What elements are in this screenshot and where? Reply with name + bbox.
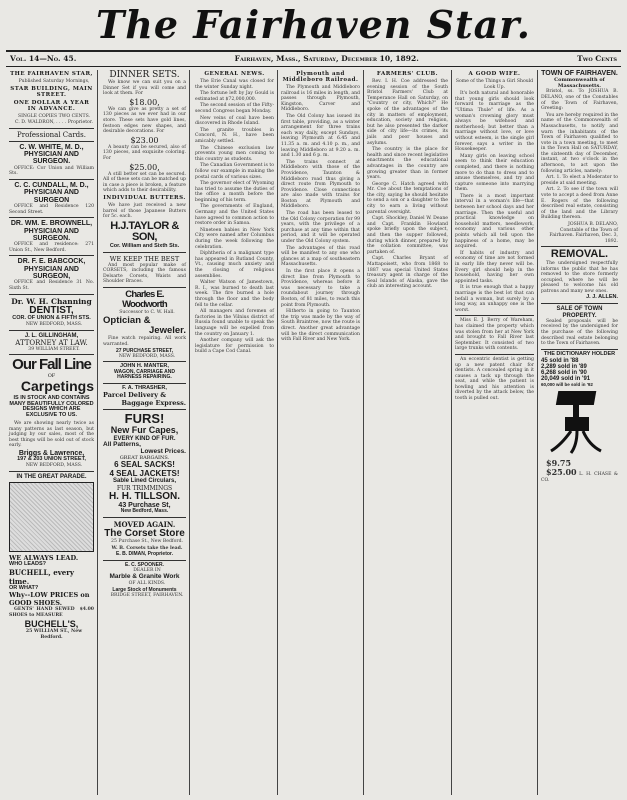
subheading: Some of the Things a Girl Should Look Up. <box>455 79 534 90</box>
text: C. W. WHITE, M. D., <box>19 143 84 151</box>
news-item: Another company will ask the legislature for permission to build a Cape Cod Canal. <box>195 338 274 355</box>
text: H.J.TAYLOR & SON, <box>110 219 179 244</box>
text: H. H. TILLSON. <box>108 490 181 502</box>
dateline: Fairhaven, Mass., Saturday, December 10, 1892. <box>234 54 419 63</box>
masthead-title: The Fairhaven Star. <box>95 2 532 47</box>
text: C. C. CUNDALL, M. D., <box>14 182 89 189</box>
news-item: The Chinese exclusion law prevents young men coming to this country as students. <box>195 145 274 162</box>
text: We are showing nearly twice as many patterns as last season, but judging by our sales, most of the best things will be sold out of stock early. <box>9 420 94 449</box>
text: COR. OF UNION & FIFTH STS. <box>12 315 91 322</box>
text: PHYSICIAN AND SURGEON. <box>24 227 79 242</box>
text: New Bedford, Mass. <box>120 508 169 515</box>
column-5-farmers-club <box>364 70 452 795</box>
text: WE KEEP THE BEST <box>109 254 180 263</box>
text: Cor. William and Sixth Sts. <box>109 242 180 249</box>
text: SALE OF TOWN PROPERTY. <box>556 306 603 319</box>
text: IN THE GREAT PARADE. <box>16 473 87 480</box>
paragraph: It is true enough that a happy marriage is the best lot that can befall a woman, but surely by a long way, an unhappy one is the worst. <box>455 285 534 313</box>
news-item: Nineteen babies in New York City were named after Columbus during the week following the celebration. <box>195 227 274 250</box>
paragraph: The trains connect at Middleboro with those of the Providence, Taunton & Middleboro road thus giving a direct route from Plymouth to Providence. Close connections are also made with trains for Boston at Plymouth and Middleboro. <box>281 159 360 210</box>
text: NEW BEDFORD, MASS. <box>25 321 83 327</box>
price: $25.00 <box>546 467 577 478</box>
text: J. L. GILLINGHAM, <box>24 332 79 339</box>
text: JOHN H. MANTER, <box>120 363 169 370</box>
text: We have just received a new barrel of those Japanese Butters for 5c. each. <box>103 202 186 220</box>
text: $4.00 <box>79 607 94 613</box>
news-item: The governor elect of Wyoming has tried to assume the duties of the office a month before the beginning of his term. <box>195 181 274 203</box>
column-2 <box>100 70 190 795</box>
sales-list <box>541 358 618 388</box>
text: 4 SEAL JACKETS! <box>109 468 180 478</box>
news-item: The granite troubles in Concord, N. H., have been amicably settled. <box>195 127 274 144</box>
text: E. B. DIMAN, Proprietor. <box>116 551 173 558</box>
sales-line: 2,289 sold in '89 <box>541 363 587 370</box>
sales-line: 6,268 sold in '90 <box>541 370 587 377</box>
paragraph: Art. 1. To elect a Moderator to preside at said meeting. <box>541 175 618 186</box>
text: FUR TRIMMINGS <box>116 484 173 492</box>
farmers-club-heading: FARMERS' CLUB. <box>376 71 439 77</box>
railroad-heading: Plymouth and Middleboro Railroad. <box>282 71 359 83</box>
text: 25 Purchase St., New Bedford. <box>111 539 183 545</box>
text: OF ALL KINDS. <box>128 581 166 587</box>
text: WHO LEADS? <box>9 560 46 567</box>
general-news-heading: GENERAL NEWS. <box>204 71 265 77</box>
column-1 <box>6 70 98 795</box>
text: 197 & 203 UNION STREET, <box>17 456 86 463</box>
paragraph: The road has been leased to the Old Colony corporation for 99 years, with the privilege of a purchase at any time within that period, and it will be operated under the Old Colony system. <box>281 211 360 245</box>
dentist-name: Dr. W. H. Channing <box>11 296 92 306</box>
news-item: The Erie Canal was closed for the winter Sunday night. <box>195 79 274 90</box>
paper-name: THE FAIRHAVEN STAR, <box>10 71 93 77</box>
dentist-heading: DENTIST, <box>29 304 74 316</box>
card-2 <box>9 182 94 215</box>
text: OFFICE and Residence 120 Second Street. <box>9 204 94 215</box>
text: 6 SEAL SACKS! <box>114 460 175 470</box>
text: DR. WM. E. BROWNELL, <box>10 220 93 228</box>
text: Jeweler. <box>149 325 186 337</box>
removal-heading: REMOVAL. <box>550 248 609 261</box>
text: WE ALWAYS LEAD. <box>9 553 79 562</box>
paragraph: You are hereby required in the name of the Commonwealth of Massachusetts, to notify and warn the inhabitants of the Town of Fairhaven qualified to vote in a town meeting, to meet in the Town Hall on SATURDAY, the sixteenth day of December, instant, at two o'clock in the afternoon, to act upon the following articles, namely: <box>541 112 618 174</box>
text: J. J. ALLEN. <box>586 294 618 301</box>
text: A beauty can be secured, also of 130 pieces, and exquisite coloring. For <box>103 144 186 161</box>
text: INDIVIDUAL BUTTERS. <box>103 194 186 201</box>
text: WAGON, CARRIAGE AND HARNESS REPAIRING. <box>114 369 175 381</box>
text: F. A. THRASHER, <box>122 384 167 391</box>
subheading: Commonwealth of Massachusetts. <box>554 77 605 90</box>
paragraph: George C. Hatch agreed with Mr. Coe about the temptations of the city, saying he should hesitate to send a son or a daughter to the city to earn a living without parental oversight. <box>367 181 448 215</box>
card-4 <box>9 258 94 291</box>
text: FURS! <box>124 411 165 427</box>
paragraph: There is a most important interval in a woman's life—that between her school days and her marriage. Then the useful and practical knowledge on household matters, needlework, economy and various other points which all tell upon the happiness of a home, may be acquired. <box>455 193 534 250</box>
paragraph: An eccentric dentist is getting up a new patent chair for dentists. A concealed spring in it causes a tack up through the seat, and while the patient is howling and his attention is diverted by the attack below, the tooth is pulled out. <box>455 356 534 402</box>
text: We can give as pretty a set of 130 pieces as we ever had in our store. These sets have gold lines, festoon edges new shapes, and desirable decorations. For <box>103 106 186 135</box>
text: Published Saturday Mornings, <box>18 79 90 84</box>
text: Lowest Prices. <box>140 447 186 455</box>
text: SINGLE COPIES TWO CENTS. <box>17 113 91 119</box>
text: BUCHELL'S, <box>24 618 79 629</box>
text: DR. F. E. BABCOCK, <box>17 258 86 266</box>
volume-number: Vol. 14—No. 45. <box>10 54 77 63</box>
text: Briggs & Lawrence, <box>18 449 85 457</box>
text: EVERY KIND OF FUR. <box>113 435 176 442</box>
paragraph: The advantages of this road will be manifest to any one who glances at a map of southeastern Massachusetts. <box>281 245 360 268</box>
paragraph: The Old Colony has issued its first table, providing, as a winter arrangement for three trains each way daily, except Sundays, leaving Plymouth at 6.45 and 11.35 a. m. and 4.10 p. m., and leaving Middleboro at 9.20 a. m. and 1.30 and 6 p. m. <box>281 113 360 159</box>
text: OFFICE and Residence 31 No. Sixth St. <box>9 280 94 292</box>
text: Carpetings <box>20 378 94 395</box>
text: New Fur Capes, <box>110 425 179 436</box>
text: Sable Lined Circulars, <box>112 478 177 485</box>
text: OFFICE and residence: 271 Union St., New Bedford. <box>9 242 94 253</box>
fall-line-heading: Our Fall Line <box>12 356 91 374</box>
sales-line: 20,049 sold in '91 <box>541 376 591 383</box>
text: DEALER IN <box>133 567 161 573</box>
text: GENTS' HAND SEWED SHOES to MEASURE <box>9 607 75 618</box>
text: NEW BEDFORD, MASS. <box>25 462 83 468</box>
dateline-bar <box>10 54 617 63</box>
text: BUCHELL, every time. <box>9 567 74 586</box>
text: C. D. WALDRON, . . . . Proprietor. <box>15 120 93 126</box>
paragraph: Bristol, ss. To JOSHUA B. DELANO, one of the Constables of the Town of Fairhaven, Greeting: <box>541 89 618 112</box>
text: GREAT BARGAINS. <box>119 455 170 462</box>
good-wife-heading: A GOOD WIFE. <box>468 71 521 77</box>
text: MOVED AGAIN. <box>113 519 176 529</box>
text: BRIDGE STREET, FAIRHAVEN. <box>110 593 184 599</box>
text: And most popular make of CORSETS, including the famous Delsarte Corsets, Waists and Shoulder Braces. <box>103 262 186 285</box>
news-item: Walter Watson of Jamestown, R. I., was burned to death last week. The fire burned a hole through the floor and the body fell to the cellar. <box>195 280 274 308</box>
text: ATTORNEY AT LAW. <box>15 338 88 347</box>
news-item: The governments of England, Germany and the United States have agreed to common action to restore order in Samoa. <box>195 204 274 227</box>
text: Parcel Delivery & <box>103 391 167 400</box>
paragraph: Rev. I. H. Coe addressed the evening session of the South Bristol Farmers' Club at Temperance Hall on Saturday, on "Country or city, Which?" He spoke of the advantages of the city in matters of employment, education, society and religion, but he also presented the darker side of city life—its crimes, its jails and poor houses and asylums. <box>367 79 448 146</box>
paragraph: The Plymouth and Middleboro railroad is 16 miles in length, and passes through Plymouth, Kingston, Carver and Middleboro. <box>281 85 360 113</box>
price: $23.00 <box>130 135 159 145</box>
text: Why--LOW PRICES on GOOD SHOES. <box>9 591 90 608</box>
text: A still better set can be secured. All of these sets can be matched up in case a piece is broken, a feature which adds to their desirability. <box>103 171 186 194</box>
price: $25.00, <box>129 162 160 172</box>
column-3-general-news <box>192 70 278 795</box>
text: We know we can suit you on a Dinner Set if you will come and look at them. For <box>103 80 186 97</box>
paragraph: Hitherto in going to Taunton the trip was made by the way of South Braintree, now the route is direct. Another great advantage will be the direct communication with Fall River and New York. <box>281 309 360 343</box>
paragraph: Many girls on leaving school seem to think their education completed, and there is nothing more to do than to dress and to amuse themselves, and try and capture someone into marrying them. <box>455 153 534 193</box>
text: All Patterns, <box>103 440 141 448</box>
text: STAR BUILDING, MAIN STREET. <box>10 85 93 98</box>
text: Optician & <box>103 315 151 327</box>
news-item: The Canadian Government is to follow our example in making the postal cards of various sizes. <box>195 163 274 180</box>
section-heading: Professional Cards. <box>17 130 86 139</box>
text: OF <box>47 373 56 380</box>
text: L. H. CHASE & CO. <box>541 472 618 483</box>
price: $18.00, <box>129 97 160 107</box>
paragraph: Sealed proposals will be received by the undersigned for the purchase of the following described real estate belonging to the Town of Fairhaven. <box>541 318 618 347</box>
paragraph: Capt. Charles Bryant of Mattapoisett, who from 1868 to 1887 was special United States treasury agent in charge of the Seal Islands of Alaska, gave the club an interesting account. <box>367 256 448 290</box>
price: $9.75 <box>546 458 572 469</box>
price: Two Cents <box>577 54 617 63</box>
parade-illustration <box>9 482 94 552</box>
paragraph: It's both natural and honorable that young girls should look forward to marriage as the "Ultima Thule" of life. As a woman's crowning glory must always be wifehood and motherhood; but better than a marriage without love, or love without esteem, is the single girl forever, says a writer in the Housekeeper. <box>455 91 534 153</box>
news-item: The fortune left by Jay Gould is estimated at $72,000,000. <box>195 91 274 102</box>
paragraph: The undersigned respectfully informs the public that he has removed to the store formerly occupied, where he will be pleased to welcome his old patrons and many new ones. <box>541 260 618 294</box>
text: Baggage Express. <box>121 399 186 408</box>
sales-line: 45 sold in '88 <box>541 357 579 364</box>
text: E. C. SPOONER. <box>125 561 164 568</box>
text: 39 WILLIAM STREET. <box>28 346 80 352</box>
column-4-railroad <box>278 70 364 795</box>
news-item: New veins of coal have been discovered in Rhode Island. <box>195 115 274 127</box>
paragraph: Capt. Shockley, Daniel W. Deane and Capt. Franklin Howland spoke briefly upon the subject, and then the supper followed, during which dinner, prepared by the collation committee, was partaken of. <box>367 216 448 255</box>
sales-line: 60,000 will be sold in '92 <box>541 381 593 387</box>
text: The Corset Store <box>104 527 185 539</box>
town-heading: TOWN OF FAIRHAVEN. <box>541 70 618 77</box>
news-item: All managers and foremen of factories in the Vilnius district of Russia found unable to speak the language will be expelled from the country on January 1. <box>195 309 274 337</box>
paragraph: Art. 2. To see if the town will vote to accept a deed from Anne E. Rogers of the following described real estate, consisting of the land and the Library Building thereon. <box>541 187 618 221</box>
text: PHYSICIAN AND SURGEON, <box>24 265 79 281</box>
text: 25 WILLIAM ST., New Bedford. <box>25 629 83 640</box>
text: Marble & Granite Work <box>109 573 180 581</box>
text: NEW BEDFORD, MASS. <box>118 353 176 359</box>
column-6-good-wife <box>452 70 538 795</box>
paragraph: If habits of industry and economy of time are not formed in early life they never will be. Every girl should help in the household, having her own appointed tasks. <box>455 250 534 284</box>
text: OFFICE: Cor Union and William Sts. <box>9 165 94 177</box>
text: Successor to C. W. Hall. <box>119 309 175 315</box>
card-3 <box>9 220 94 253</box>
dictionary-holder-illustration <box>541 387 617 457</box>
text: Large Stock of Monuments <box>112 586 177 593</box>
text: OR WHAT? <box>9 584 39 591</box>
news-item: Diphtheria of a malignant type has appeared in Rutland County, Vt., causing much anxiety and the closing of religious assemblies. <box>195 251 274 279</box>
text: ONE DOLLAR A YEAR IN ADVANCE. <box>13 99 90 112</box>
text: PHYSICIAN AND SURGEON. <box>24 151 79 166</box>
paragraph: Miss E. J. Berry of Wareham, has claimed the property which was stolen from her at New York and brought to Fall River last September. It consisted of two large trunks with contents. <box>455 318 534 352</box>
text: PHYSICIAN AND SURGEON <box>24 189 79 204</box>
text: Charles E. Woodworth <box>122 288 167 310</box>
dictionary-holder-heading: THE DICTIONARY HOLDER <box>543 350 616 357</box>
text: Fine watch repairing. All work warranted. <box>103 336 186 347</box>
price-line <box>541 467 618 483</box>
column-7-town-notices <box>538 70 621 795</box>
paragraph: In the first place it opens a direct line from Plymouth to Providence, whereas before it was necessary to take a roundabout journey through Boston, of 81 miles, to reach this point from Plymouth. <box>281 269 360 308</box>
signature-line: JOSHUA B. DELANO, Constable of the Town of Fairhaven. Fairhaven, Dec. 3, 1892. <box>549 222 618 244</box>
text: 27 PURCHASE STREET, <box>116 347 173 354</box>
paragraph: The country is the place for health and since recent legislative enactments the educational advantages in the country are growing greater than in former years. <box>367 147 448 181</box>
news-item: The second session of the Fifty-second Congress began Monday. <box>195 103 274 114</box>
text: IS IN STOCK AND CONTAINS MANY BEAUTIFULLY COLORED DESIGNS WHICH ARE EXCLUSIVE TO US. <box>9 394 94 419</box>
text: 43 Purchase St, <box>118 502 171 510</box>
card-1 <box>9 144 94 177</box>
dinner-sets-heading: DINNER SETS. <box>109 70 180 80</box>
text: W. B. Corsets take the lead. <box>111 545 183 551</box>
